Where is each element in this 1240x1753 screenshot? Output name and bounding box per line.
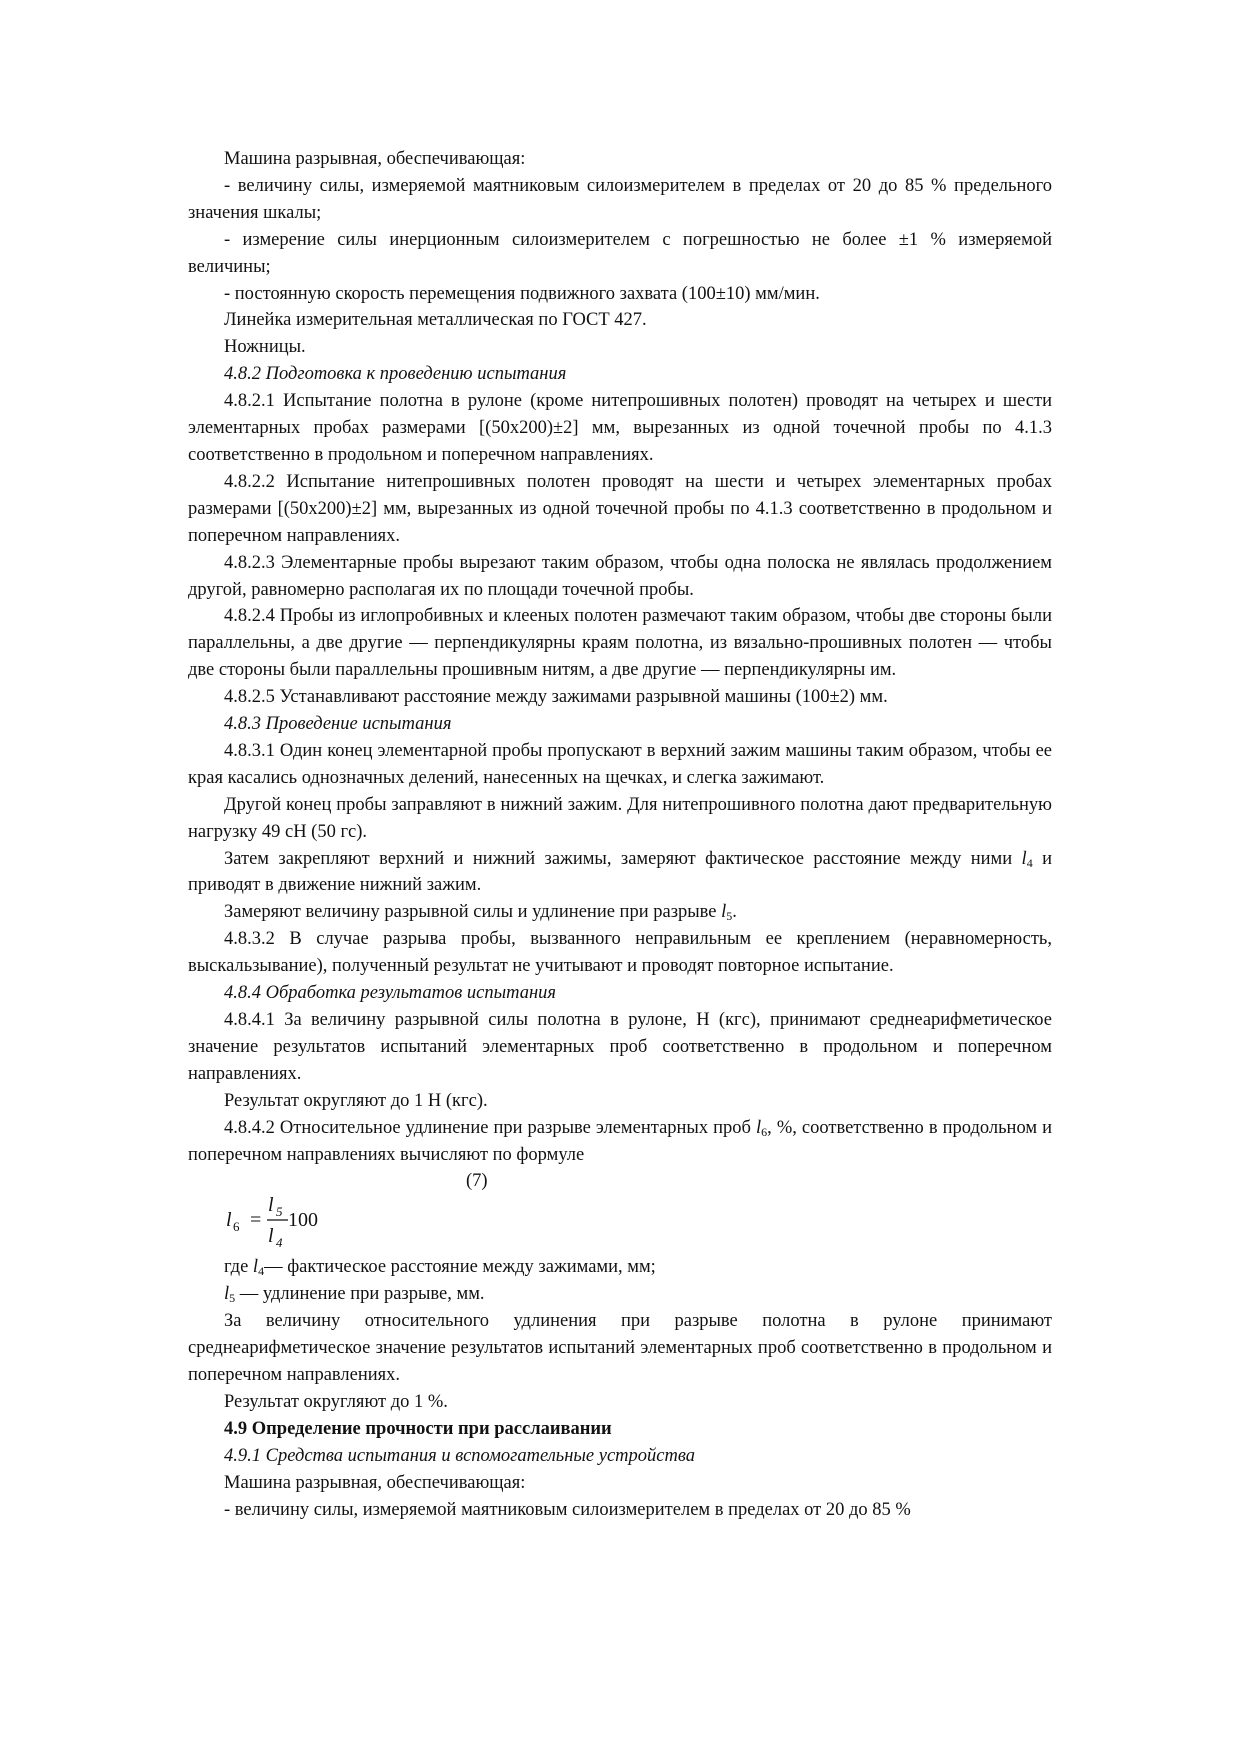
paragraph-4-8-2-1: 4.8.2.1 Испытание полотна в рулоне (кроме нитепрошивных полотен) проводят на четырех и шести элементарных пробах размерами [(50x200)±2] мм, вырезанных из одной точечной пробы по 4.1.3 соответственно в продольном и поперечном направлениях. [188,391,1052,465]
text: Затем закрепляют верхний и нижний зажимы, замеряют фактическое расстояние между ними [224,848,1022,869]
formula-den-var: l [268,1225,274,1248]
subscript: 4 [258,1264,265,1279]
document-page [188,146,1052,1524]
formula-num-sub: 5 [276,1204,283,1220]
var-l: l [721,902,727,923]
paragraph-4-8-2-3: 4.8.2.3 Элементарные пробы вырезают таким образом, чтобы одна полоска не являлась продолжением другой, равномерно располагая их по площади точечной пробы. [188,552,1052,600]
paragraph: Результат округляют до 1 Н (кгс). [224,1090,488,1111]
text: — фактическое расстояние между зажимами, мм; [264,1257,656,1278]
formula-den-sub: 4 [276,1235,283,1251]
paragraph: Другой конец пробы заправляют в нижний зажим. Для нитепрошивного полотна дают предварительную нагрузку 49 сН (50 гс). [188,794,1052,842]
formula-num-var: l [268,1194,274,1217]
text: Замеряют величину разрывной силы и удлинение при разрыве [224,902,722,923]
text: — удлинение при разрыве, мм. [235,1284,485,1305]
formula-equals: = [250,1209,262,1232]
text: и приводят в движение нижний зажим. [188,848,1052,896]
section-heading-4-8-2: 4.8.2 Подготовка к проведению испытания [224,364,567,385]
paragraph-l5-definition [188,1281,1052,1308]
formula-block [188,1168,1052,1254]
subscript: 6 [761,1124,768,1139]
var-l: l [224,1284,230,1305]
text: . [732,902,737,923]
formula-lhs-var: l [226,1209,232,1232]
var-l: l [1021,848,1027,869]
paragraph-4-8-3-2: 4.8.3.2 В случае разрыва пробы, вызванного неправильным ее креплением (неравномерность, выскальзывание), полученный результат не учитывают и проводят повторное испытание. [188,929,1052,977]
paragraph: - величину силы, измеряемой маятниковым силоизмерителем в пределах от 20 до 85 % предельного значения шкалы; [188,175,1052,223]
subscript: 5 [229,1291,236,1306]
paragraph-4-8-4-1: 4.8.4.1 За величину разрывной силы полотна в рулоне, Н (кгс), принимают среднеарифметическое значение результатов испытаний элементарных проб соответственно в продольном и поперечном направлениях. [188,1010,1052,1084]
paragraph [188,846,1052,900]
paragraph-4-8-4-2 [188,1115,1052,1169]
paragraph-4-8-3-1: 4.8.3.1 Один конец элементарной пробы пропускают в верхний зажим машины таким образом, чтобы ее края касались однозначных делений, нанесенных на щечках, и слегка зажимают. [188,740,1052,788]
section-heading-4-8-4: 4.8.4 Обработка результатов испытания [224,983,556,1004]
paragraph: - постоянную скорость перемещения подвижного захвата (100±10) мм/мин. [224,283,820,304]
paragraph-4-8-2-5: 4.8.2.5 Устанавливают расстояние между зажимами разрывной машины (100±2) мм. [224,687,888,708]
text: где [224,1257,253,1278]
paragraph: - измерение силы инерционным силоизмерителем с погрешностью не более ±1 % измеряемой величины; [188,229,1052,277]
paragraph-where [188,1254,1052,1281]
paragraph: Результат округляют до 1 %. [224,1391,448,1412]
paragraph-4-8-2-4: 4.8.2.4 Пробы из иглопробивных и клееных полотен размечают таким образом, чтобы две стороны были параллельны, а две другие — перпендикулярны краям полотна, из вязально-прошивных полотен — чтобы две стороны были параллельны прошивным нитям, а две другие — перпендикулярны им. [188,606,1052,681]
paragraph: За величину относительного удлинения при разрыве полотна в рулоне принимают среднеарифметическое значение результатов испытаний элементарных проб соответственно в продольном и поперечном направлениях. [188,1311,1052,1386]
formula-number: (7) [466,1171,488,1192]
var-l: l [756,1117,762,1138]
var-l: l [252,1257,259,1278]
paragraph-4-8-2-2: 4.8.2.2 Испытание нитепрошивных полотен проводят на шести и четырех элементарных пробах размерами [(50x200)±2] мм, вырезанных из одной точечной пробы по 4.1.3 соответственно в продольном и поперечном направлениях. [188,471,1052,546]
section-heading-4-8-3: 4.8.3 Проведение испытания [224,714,452,735]
paragraph: - величину силы, измеряемой маятниковым силоизмерителем в пределах от 20 до 85 % [224,1499,911,1520]
formula-lhs-sub: 6 [233,1219,240,1235]
text: 4.8.4.2 Относительное удлинение при разрыве элементарных проб [224,1117,757,1138]
section-heading-4-9: 4.9 Определение прочности при расслаивании [224,1418,612,1439]
text: , %, соответственно в продольном и поперечном направлениях вычисляют по формуле [188,1117,1052,1165]
paragraph: Машина разрывная, обеспечивающая: [224,1472,526,1493]
formula-7 [226,1190,366,1250]
subscript: 5 [726,909,733,924]
paragraph: Ножницы. [224,337,306,358]
section-heading-4-9-1: 4.9.1 Средства испытания и вспомогательные устройства [224,1445,695,1466]
paragraph: Машина разрывная, обеспечивающая: [224,149,526,169]
subscript: 4 [1026,855,1033,870]
formula-factor: 100 [288,1209,318,1232]
paragraph [188,899,1052,926]
paragraph: Линейка измерительная металлическая по ГОСТ 427. [224,310,647,331]
